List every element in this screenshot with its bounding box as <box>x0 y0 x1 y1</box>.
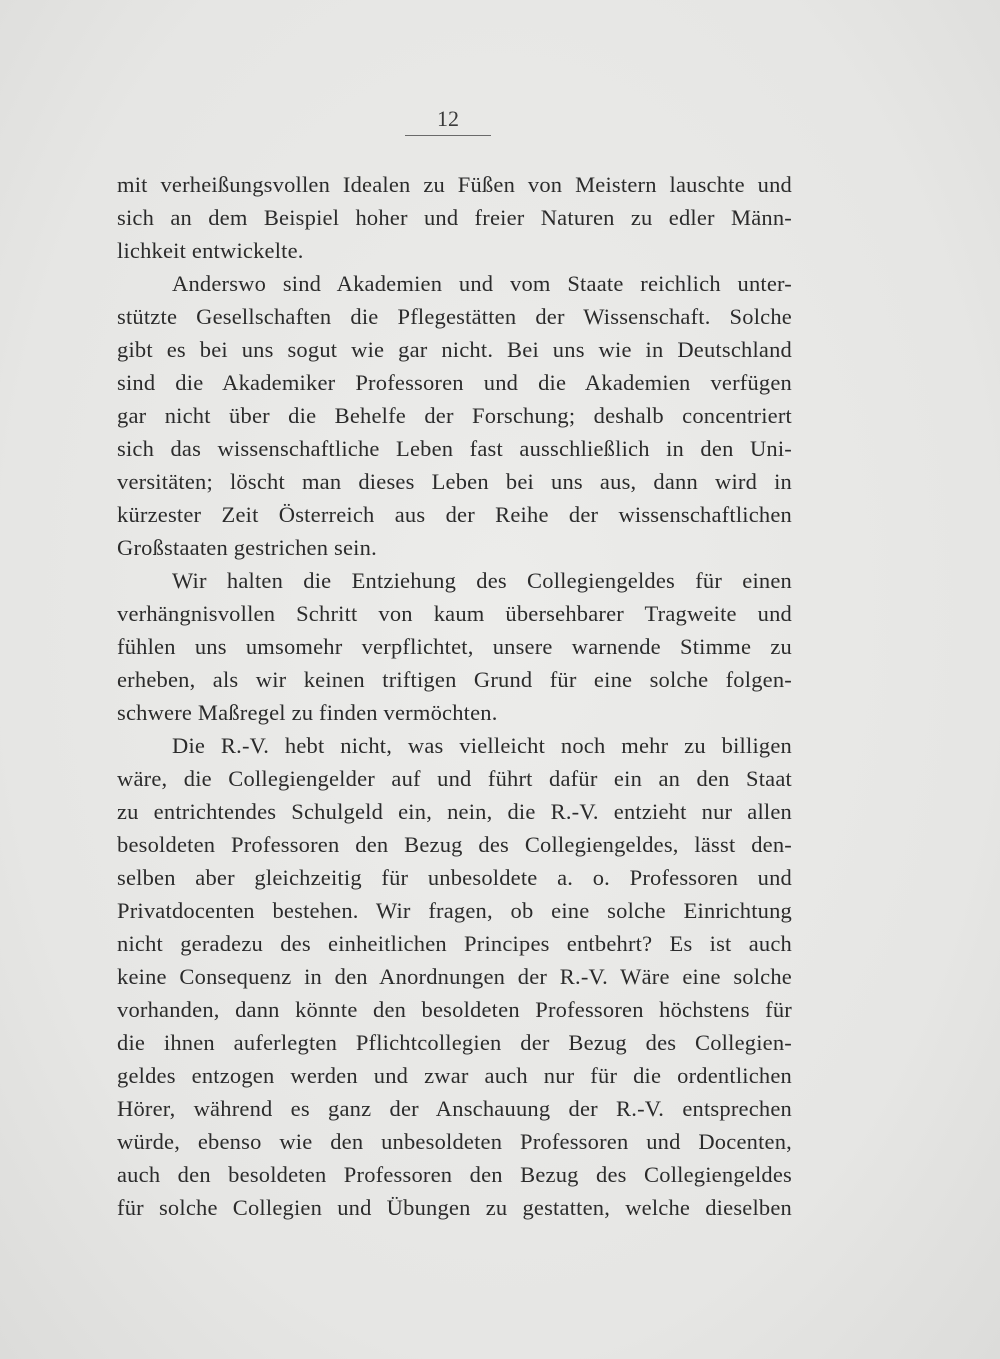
page-number: 12 <box>437 106 459 131</box>
text-line: nicht geradezu des einheitlichen Principes entbehrt? Es ist auch <box>117 931 792 956</box>
text-line: gar nicht über die Behelfe der Forschung; deshalb concentriert <box>117 403 792 428</box>
text-line: kürzester Zeit Österreich aus der Reihe der wissenschaftlichen <box>117 502 792 527</box>
text-line: Hörer, während es ganz der Anschauung der R.-V. entsprechen <box>117 1096 792 1121</box>
text-line: zu entrichtendes Schulgeld ein, nein, die R.-V. entzieht nur allen <box>117 799 792 824</box>
text-line: lichkeit entwickelte. <box>117 238 304 263</box>
text-line: gibt es bei uns sogut wie gar nicht. Bei uns wie in Deutschland <box>117 337 792 362</box>
text-line: Wir halten die Entziehung des Collegiengeldes für einen <box>172 568 792 593</box>
text-line: besoldeten Professoren den Bezug des Collegiengeldes, lässt den- <box>117 832 792 857</box>
text-line: schwere Maßregel zu finden vermöchten. <box>117 700 498 725</box>
body-text <box>117 168 792 1224</box>
text-line: verhängnisvollen Schritt von kaum übersehbarer Tragweite und <box>117 601 792 626</box>
text-line: selben aber gleichzeitig für unbesoldete a. o. Professoren und <box>117 865 792 890</box>
text-line: stützte Gesellschaften die Pflegestätten der Wissenschaft. Solche <box>117 304 792 329</box>
text-line: würde, ebenso wie den unbesoldeten Professoren und Docenten, <box>117 1129 792 1154</box>
text-line: mit verheißungsvollen Idealen zu Füßen von Meistern lauschte und <box>117 172 792 197</box>
text-line: sich an dem Beispiel hoher und freier Naturen zu edler Männ- <box>117 205 792 230</box>
text-line: für solche Collegien und Übungen zu gestatten, welche dieselben <box>117 1195 792 1220</box>
text-line: Die R.-V. hebt nicht, was vielleicht noch mehr zu billigen <box>172 733 792 758</box>
text-line: auch den besoldeten Professoren den Bezug des Collegiengeldes <box>117 1162 792 1187</box>
text-line: erheben, als wir keinen triftigen Grund für eine solche folgen- <box>117 667 792 692</box>
page-number-rule <box>405 135 491 136</box>
text-line: Privatdocenten bestehen. Wir fragen, ob eine solche Einrichtung <box>117 898 792 923</box>
text-line: Anderswo sind Akademien und vom Staate reichlich unter- <box>172 271 792 296</box>
text-line: wäre, die Collegiengelder auf und führt dafür ein an den Staat <box>117 766 792 791</box>
text-line: fühlen uns umsomehr verpflichtet, unsere warnende Stimme zu <box>117 634 792 659</box>
text-line: geldes entzogen werden und zwar auch nur für die ordentlichen <box>117 1063 792 1088</box>
text-line: Großstaaten gestrichen sein. <box>117 535 377 560</box>
text-line: versitäten; löscht man dieses Leben bei uns aus, dann wird in <box>117 469 792 494</box>
text-line: sich das wissenschaftliche Leben fast ausschließlich in den Uni- <box>117 436 792 461</box>
text-line: sind die Akademiker Professoren und die Akademien verfügen <box>117 370 792 395</box>
text-line: keine Consequenz in den Anordnungen der R.-V. Wäre eine solche <box>117 964 792 989</box>
text-line: die ihnen auferlegten Pflichtcollegien der Bezug des Collegien- <box>117 1030 792 1055</box>
text-line: vorhanden, dann könnte den besoldeten Professoren höchstens für <box>117 997 792 1022</box>
